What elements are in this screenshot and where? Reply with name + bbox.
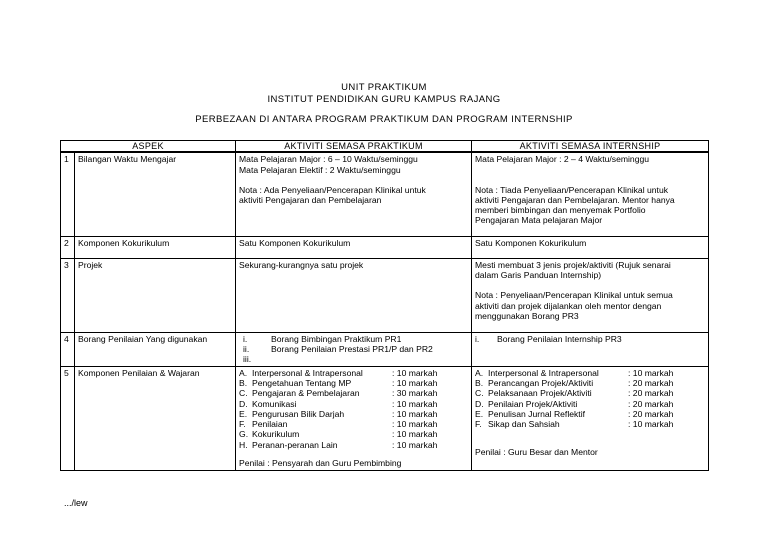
aspek-cell: Komponen Kokurikulum [75,236,236,258]
row-number: 2 [61,236,75,258]
aspek-cell: Bilangan Waktu Mengajar [75,152,236,236]
nota-line: Nota : Ada Penyeliaan/Pencerapan Klinikal untuk [239,184,426,195]
list-item: F. Penilaian : 10 markah [239,419,438,430]
list-item: A. Interpersonal & Intrapersonal : 10 markah [475,367,674,378]
internship-cell [472,332,709,366]
table-header-row [61,141,709,153]
text-line: Mata Pelajaran Major : 6 – 10 Waktu/seminggu [239,154,418,165]
text-line: Mata Pelajaran Elektif : 2 Waktu/seminggu [239,164,401,175]
nota-line: aktiviti Pengajaran dan Pembelajaran. Mentor hanya [475,194,675,205]
footer-initials: .../lew [64,498,88,508]
text-line: dalam Garis Panduan Internship) [475,270,602,281]
column-header-praktikum: AKTIVITI SEMASA PRAKTIKUM [236,141,472,153]
praktikum-cell: Satu Komponen Kokurikulum [236,236,472,258]
nota-line: menggunakan Borang PR3 [475,310,579,321]
nota-line: aktiviti dan projek dijalankan oleh mentor dengan [475,300,662,311]
penilai-line: Penilai : Pensyarah dan Guru Pembimbing [239,458,402,469]
text-line: Mata Pelajaran Major : 2 – 4 Waktu/seminggu [475,154,650,165]
nota-line: Nota : Penyeliaan/Pencerapan Klinikal untuk semua [475,290,673,301]
list-item: F. Sikap dan Sahsiah : 10 markah [475,419,674,430]
table-row [61,152,709,236]
comparison-table [60,140,709,471]
row-number: 1 [61,152,75,236]
list-item: i. Borang Penilaian Internship PR3 [475,333,622,344]
list-item: iii. [243,354,252,365]
list-item: D. Penilaian Projek/Aktiviti : 20 markah [475,398,674,409]
praktikum-cell [236,366,472,470]
table-row [61,366,709,470]
row-number: 5 [61,366,75,470]
penilai-line: Penilai : Guru Besar dan Mentor [475,447,598,458]
list-item: H. Peranan-peranan Lain : 10 markah [239,439,438,450]
table-row [61,332,709,366]
nota-line: Nota : Tiada Penyeliaan/Pencerapan Klinikal untuk [475,184,669,195]
row-number: 4 [61,332,75,366]
list-item: i. Borang Bimbingan Praktikum PR1 [243,333,402,344]
list-item: C. Pelaksanaan Projek/Aktiviti : 20 markah [475,388,674,399]
internship-cell [472,366,709,470]
nota-line: aktiviti Pengajaran dan Pembelajaran [239,195,382,206]
praktikum-cell [236,152,472,236]
nota-line: Pengajaran Mata pelajaran Major [475,215,603,226]
praktikum-cell [236,332,472,366]
list-item: E. Pengurusan Bilik Darjah : 10 markah [239,408,438,419]
list-item: D. Komunikasi : 10 markah [239,398,438,409]
text-line: Mesti membuat 3 jenis projek/aktiviti (Rujuk senarai [475,259,671,270]
aspek-cell: Komponen Penilaian & Wajaran [75,366,236,470]
document-title: UNIT PRAKTIKUM [341,82,427,93]
document-subtitle: PERBEZAAN DI ANTARA PROGRAM PRAKTIKUM DAN PROGRAM INTERNSHIP [195,114,573,125]
table-row [61,236,709,258]
table-row [61,258,709,332]
list-item: C. Pengajaran & Pembelajaran : 30 markah [239,388,438,399]
list-item: B. Perancangan Projek/Aktiviti : 20 markah [475,377,674,388]
list-item: B. Pengetahuan Tentang MP : 10 markah [239,377,438,388]
column-header-aspek: ASPEK [61,141,236,153]
list-item: A. Interpersonal & Intrapersonal : 10 markah [239,367,438,378]
row-number: 3 [61,258,75,332]
internship-cell: Satu Komponen Kokurikulum [472,236,709,258]
list-item: E. Penulisan Jurnal Reflektif : 20 markah [475,408,674,419]
praktikum-cell: Sekurang-kurangnya satu projek [236,258,472,332]
column-header-internship: AKTIVITI SEMASA INTERNSHIP [472,141,709,153]
institution-name: INSTITUT PENDIDIKAN GURU KAMPUS RAJANG [267,94,501,105]
aspek-cell: Projek [75,258,236,332]
aspek-cell: Borang Penilaian Yang digunakan [75,332,236,366]
internship-cell [472,152,709,236]
list-item: ii. Borang Penilaian Prestasi PR1/P dan PR2 [243,344,433,355]
list-item: G. Kokurikulum : 10 markah [239,429,438,440]
nota-line: memberi bimbingan dan menyemak Portfolio [475,205,646,216]
internship-cell [472,258,709,332]
